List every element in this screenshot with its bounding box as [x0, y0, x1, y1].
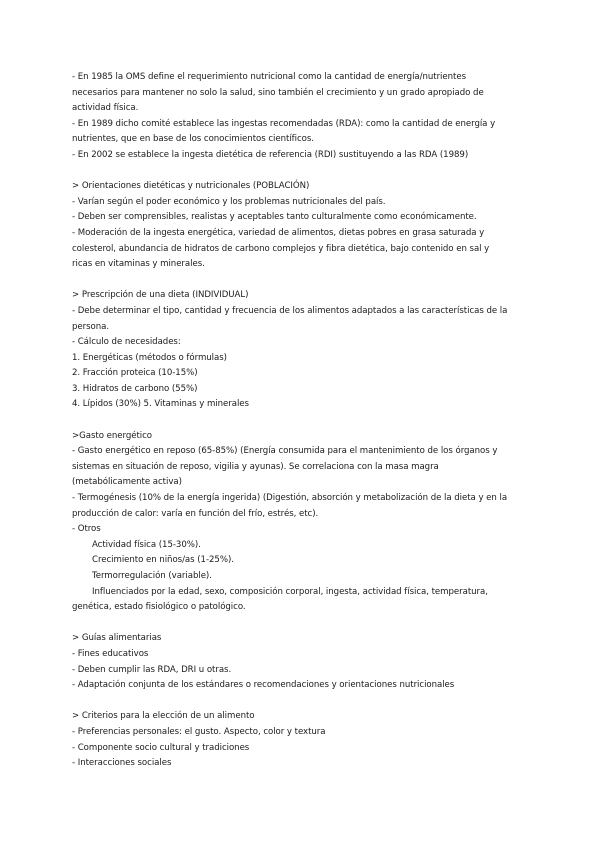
text-line: - Componente socio cultural y tradiciones: [72, 742, 250, 753]
text-line: - Fines educativos: [72, 648, 149, 659]
text-line: - Adaptación conjunta de los estándares o recomendaciones y orientaciones nutricionales: [72, 680, 455, 691]
text-line: sistemas en situación de reposo, vigilia y ayunas). Se correlaciona con la masa magra: [72, 461, 439, 472]
list-item: Actividad física (15-30%).: [92, 539, 201, 550]
list-item: Influenciados por la edad, sexo, composición corporal, ingesta, actividad física, temperatura,: [92, 586, 488, 597]
section-heading: > Prescripción de una dieta (INDIVIDUAL): [72, 290, 249, 301]
list-item: 4. Lípidos (30%) 5. Vitaminas y minerales: [72, 399, 249, 410]
criterios-section: [72, 709, 532, 771]
text-line: colesterol, abundancia de hidratos de carbono complejos y fibra dietética, bajo contenido en sal y: [72, 243, 490, 254]
text-line: - En 1985 la OMS define el requerimiento nutricional como la cantidad de energía/nutrientes: [72, 72, 467, 82]
text-line: - Cálculo de necesidades:: [72, 337, 181, 348]
text-line: persona.: [72, 321, 110, 332]
text-line: - Interacciones sociales: [72, 758, 172, 769]
paragraph-gap: [72, 413, 532, 429]
text-line: - Gasto energético en reposo (65-85%) (Energía consumida para el mantenimiento de los órganos y: [72, 446, 498, 457]
text-line: producción de calor: varía en función del frío, estrés, etc).: [72, 508, 319, 519]
paragraph-gap: [72, 273, 532, 289]
section-heading: > Orientaciones dietéticas y nutricionales (POBLACIÓN): [72, 181, 310, 192]
list-item: 3. Hidratos de carbono (55%): [72, 383, 198, 394]
text-line: - En 2002 se establece la ingesta dietética de referencia (RDI) sustituyendo a las RDA (1989): [72, 149, 469, 160]
paragraph-gap: [72, 616, 532, 632]
text-line: - Deben ser comprensibles, realistas y aceptables tanto culturalmente como económicamente.: [72, 212, 477, 223]
text-line: - Varían según el poder económico y los problemas nutricionales del país.: [72, 196, 386, 207]
gasto-section: [72, 429, 532, 616]
list-item: Termorregulación (variable).: [92, 571, 212, 581]
section-heading: >Gasto energético: [72, 430, 152, 441]
paragraph-gap: [72, 164, 532, 180]
section-heading: > Criterios para la elección de un alimento: [72, 711, 255, 722]
text-line: - Deben cumplir las RDA, DRI u otras.: [72, 664, 232, 675]
list-item: Crecimiento en niños/as (1-25%).: [92, 555, 234, 566]
text-line: actividad física.: [72, 103, 139, 114]
text-line: necesarios para mantener no solo la salud, sino también el crecimiento y un grado apropiado de: [72, 87, 484, 98]
text-line: - Moderación de la ingesta energética, variedad de alimentos, dietas pobres en grasa saturada y: [72, 227, 485, 238]
intro-section: [72, 70, 532, 164]
prescripcion-section: [72, 288, 532, 413]
list-item: 1. Energéticas (métodos o fórmulas): [72, 352, 227, 363]
orientaciones-section: [72, 179, 532, 273]
section-heading: > Guías alimentarias: [72, 633, 162, 644]
text-line: nutrientes, que en base de los conocimientos científicos.: [72, 134, 314, 145]
paragraph-gap: [72, 694, 532, 710]
document-page: [72, 70, 532, 772]
text-line: - Termogénesis (10% de la energía ingerida) (Digestión, absorción y metabolización de la dieta y en la: [72, 493, 508, 504]
text-line: (metabólicamente activa): [72, 477, 182, 488]
list-item: 2. Fracción proteica (10-15%): [72, 368, 198, 379]
text-line: ricas en vitaminas y minerales.: [72, 259, 205, 270]
text-line: - Otros: [72, 524, 101, 535]
text-line: - En 1989 dicho comité establece las ingestas recomendadas (RDA): como la cantidad de energía y: [72, 118, 496, 129]
text-line: - Preferencias personales: el gusto. Aspecto, color y textura: [72, 726, 326, 737]
text-line: - Debe determinar el tipo, cantidad y frecuencia de los alimentos adaptados a las características de la: [72, 305, 508, 316]
text-line: genética, estado fisiológico o patológico.: [72, 602, 246, 613]
guias-section: [72, 631, 532, 693]
